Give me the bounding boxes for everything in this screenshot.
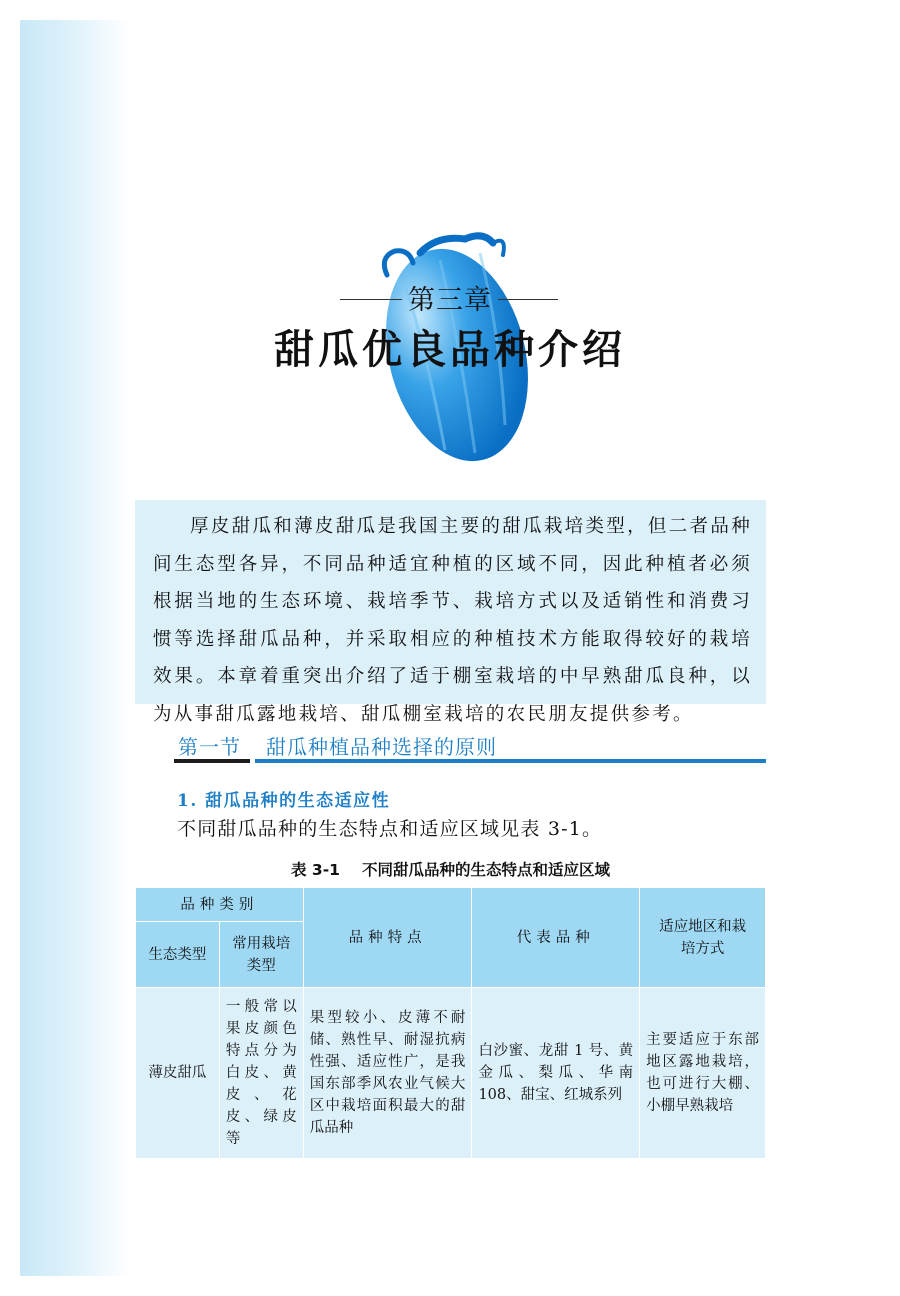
chapter-rule-right (498, 299, 558, 300)
section-label: 第一节 (178, 735, 241, 759)
section-rule-blue (255, 759, 766, 763)
intro-paragraph: 厚皮甜瓜和薄皮甜瓜是我国主要的甜瓜栽培类型，但二者品种间生态型各异，不同品种适宜种植的区域不同，因此种植者必须根据当地的生态环境、栽培季节、栽培方式以及适销性和消费习惯等选择甜瓜品种，并采取相应的种植技术方能取得较好的栽培效果。本章着重突出介绍了适于棚室栽培的中早熟甜瓜良种，以为从事甜瓜露地栽培、甜瓜棚室栽培的农民朋友提供参考。 (153, 516, 752, 725)
subsection-title: 1. 甜瓜品种的生态适应性 (177, 791, 391, 811)
intro-box (135, 500, 766, 725)
cell-region: 主要适应于东部地区露地栽培，也可进行大棚、小棚早熟栽培 (640, 988, 766, 1159)
table-caption-title: 不同甜瓜品种的生态特点和适应区域 (361, 861, 610, 879)
section-rule-dark (174, 759, 250, 763)
header-traits: 品种特点 (303, 888, 472, 988)
cell-traits: 果型较小、皮薄不耐储、熟性早、耐湿抗病性强、适应性广，是我国东部季风农业气候大区中栽培面积最大的甜瓜品种 (303, 988, 472, 1159)
table-caption-number: 表 3-1 (291, 861, 340, 879)
chapter-rule-left (340, 299, 402, 300)
table-caption (135, 858, 766, 880)
cell-eco-type: 薄皮甜瓜 (136, 988, 220, 1159)
cell-varieties: 白沙蜜、龙甜 1 号、黄金瓜、梨瓜、华南 108、甜宝、红城系列 (472, 988, 640, 1159)
chapter-title: 甜瓜优良品种介绍 (274, 327, 626, 373)
header-varieties: 代表品种 (472, 888, 640, 988)
cell-cult-type: 一般常以果皮颜色特点分为白皮、黄皮、花皮、绿皮等 (219, 988, 303, 1159)
section-heading (170, 729, 766, 765)
subsection-body: 不同甜瓜品种的生态特点和适应区域见表 3-1。 (177, 818, 603, 840)
page-side-band (20, 20, 130, 1276)
table-header-row (136, 888, 766, 922)
chapter-label: 第三章 (408, 285, 492, 316)
header-cult-type: 常用栽培类型 (219, 922, 303, 988)
header-region: 适应地区和栽培方式 (640, 888, 766, 988)
varieties-table (135, 887, 766, 1159)
table-row (136, 988, 766, 1159)
header-group: 品种类别 (136, 888, 304, 922)
header-eco-type: 生态类型 (136, 922, 220, 988)
section-title: 甜瓜种植品种选择的原则 (266, 735, 497, 759)
